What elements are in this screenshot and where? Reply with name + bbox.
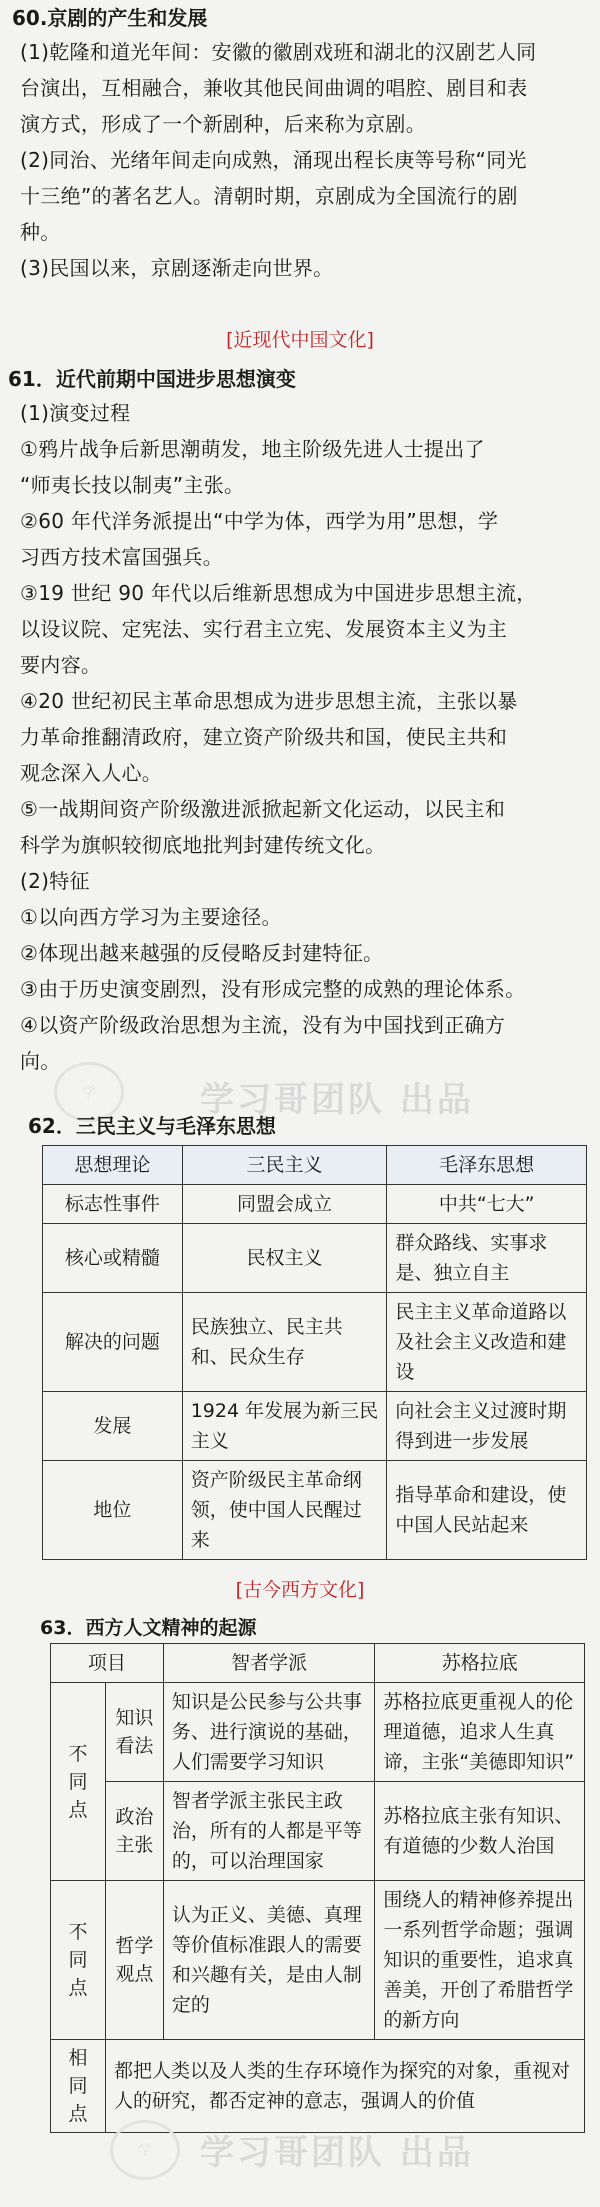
cell-socrates: 围绕人的精神修养提出一系列哲学命题；强调知识的重要性，追求真善美，开创了希腊哲学的新方向: [375, 1881, 585, 2040]
s60-line: (3)民国以来，京剧逐渐走向世界。: [20, 256, 334, 280]
table-63-header: 项目: [51, 1644, 164, 1683]
s60-line: 台演出，互相融合，兼收其他民间曲调的唱腔、剧目和表: [20, 76, 528, 100]
s60-line: 十三绝”的著名艺人。清朝时期，京剧成为全国流行的剧: [20, 184, 518, 208]
table-row: [51, 1782, 585, 1881]
s61-line: 要内容。: [20, 653, 102, 677]
s60-line: (2)同治、光绪年间走向成熟，涌现出程长庚等号称“同光: [20, 148, 527, 172]
row-label: 地位: [43, 1461, 183, 1560]
watermark-text: 学习哥团队 出品: [200, 1080, 474, 1120]
cell-common: 都把人类以及人类的生存环境作为探究的对象，重视对人的研究，都否定神的意志，强调人的价值: [105, 2040, 584, 2133]
section-63-title: 63．西方人文精神的起源: [40, 1617, 257, 1639]
s61-line: (1)演变过程: [20, 401, 131, 425]
s61-line: ②体现出越来越强的反侵略反封建特征。: [20, 941, 384, 965]
s61-line: ④以资产阶级政治思想为主流，没有为中国找到正确方: [20, 1013, 506, 1037]
cell-sophists: 认为正义、美德、真理等价值标准跟人的需要和兴趣有关，是由人制定的: [163, 1881, 375, 2040]
section-60-body: [12, 34, 592, 286]
table-63-header: 苏格拉底: [375, 1644, 585, 1683]
s61-line: 向。: [20, 1049, 61, 1073]
s61-line: ①鸦片战争后新思潮萌发，地主阶级先进人士提出了: [20, 437, 485, 461]
s61-line: 以设议院、定宪法、实行君主立宪、发展资本主义为主: [20, 617, 508, 641]
s60-line: 种。: [20, 220, 61, 244]
s61-line: 力革命推翻清政府，建立资产阶级共和国，使民主共和: [20, 725, 508, 749]
section-61: [8, 363, 592, 1079]
cell-maozedong: 指导革命和建设，使中国人民站起来: [387, 1461, 587, 1560]
cell-sanmin: 民族独立、民主共和、民众生存: [182, 1293, 387, 1392]
table-row: [51, 2040, 585, 2133]
s61-line: ②60 年代洋务派提出“中学为体，西学为用”思想，学: [20, 509, 499, 533]
s60-line: (1)乾隆和道光年间：安徽的徽剧戏班和湖北的汉剧艺人同: [20, 40, 537, 64]
section-62-title: 62．三民主义与毛泽东思想: [28, 1114, 276, 1138]
table-row: [43, 1185, 587, 1224]
s61-line: ④20 世纪初民主革命思想成为进步思想主流，主张以暴: [20, 689, 518, 713]
s61-line: ③由于历史演变剧烈，没有形成完整的成熟的理论体系。: [20, 977, 526, 1001]
diff-label: 不同点: [51, 1683, 106, 1881]
table-63-header: 智者学派: [163, 1644, 375, 1683]
s61-line: ①以向西方学习为主要途径。: [20, 905, 282, 929]
cell-socrates: 苏格拉底更重视人的伦理道德，追求人生真谛，主张“美德即知识”: [375, 1683, 585, 1782]
diff-label: 不同点: [51, 1881, 106, 2040]
watermark-logo-icon: 学: [110, 2120, 180, 2180]
table-row: [43, 1461, 587, 1560]
table-row: [43, 1392, 587, 1461]
table-63: [50, 1643, 585, 2133]
row-sublabel: 政治主张: [105, 1782, 163, 1881]
cell-maozedong: 向社会主义过渡时期得到进一步发展: [387, 1392, 587, 1461]
section-60-title: 60.京剧的产生和发展: [12, 6, 208, 30]
cell-sophists: 知识是公民参与公共事务、进行演说的基础，人们需要学习知识: [163, 1683, 375, 1782]
same-label: 相同点: [51, 2040, 106, 2133]
row-sublabel: 哲学观点: [105, 1881, 163, 2040]
row-sublabel: 知识看法: [105, 1683, 163, 1782]
table-62-header: 三民主义: [182, 1146, 387, 1185]
table-63-header-row: [51, 1644, 585, 1683]
cell-sanmin: 资产阶级民主革命纲领，使中国人民醒过来: [182, 1461, 387, 1560]
s61-line: ③19 世纪 90 年代以后维新思想成为中国进步思想主流，: [20, 581, 537, 605]
section-61-title: 61．近代前期中国进步思想演变: [8, 367, 296, 391]
table-row: [51, 1881, 585, 2040]
s61-line: (2)特征: [20, 869, 90, 893]
row-label: 核心或精髓: [43, 1224, 183, 1293]
cell-sophists: 智者学派主张民主政治，所有的人都是平等的，可以治理国家: [163, 1782, 375, 1881]
s61-line: ⑤一战期间资产阶级激进派掀起新文化运动，以民主和: [20, 797, 506, 821]
cell-socrates: 苏格拉底主张有知识、有道德的少数人治国: [375, 1782, 585, 1881]
row-label: 发展: [43, 1392, 183, 1461]
table-row: [43, 1293, 587, 1392]
s61-line: 科学为旗帜较彻底地批判封建传统文化。: [20, 833, 386, 857]
section-61-body: [8, 395, 592, 1079]
cell-sanmin: 同盟会成立: [182, 1185, 387, 1224]
section-tag-western-culture: [古今西方文化]: [235, 1579, 365, 1601]
s61-line: “师夷长技以制夷”主张。: [20, 473, 245, 497]
section-60: [12, 2, 592, 286]
row-label: 标志性事件: [43, 1185, 183, 1224]
section-tag-modern-china: [近现代中国文化]: [226, 329, 374, 351]
watermark-logo-icon: 学: [54, 1062, 124, 1122]
cell-sanmin: 1924 年发展为新三民主义: [182, 1392, 387, 1461]
cell-maozedong: 中共“七大”: [387, 1185, 587, 1224]
table-row: [51, 1683, 585, 1782]
table-row: [43, 1224, 587, 1293]
watermark-text: 学习哥团队 出品: [200, 2133, 474, 2173]
row-label: 解决的问题: [43, 1293, 183, 1392]
s60-line: 演方式，形成了一个新剧种，后来称为京剧。: [20, 112, 426, 136]
table-62-header-row: [43, 1146, 587, 1185]
table-62: [42, 1145, 587, 1560]
cell-maozedong: 群众路线、实事求是、独立自主: [387, 1224, 587, 1293]
s61-line: 习西方技术富国强兵。: [20, 545, 223, 569]
table-62-header: 思想理论: [43, 1146, 183, 1185]
table-62-header: 毛泽东思想: [387, 1146, 587, 1185]
cell-maozedong: 民主主义革命道路以及社会主义改造和建设: [387, 1293, 587, 1392]
s61-line: 观念深入人心。: [20, 761, 163, 785]
cell-sanmin: 民权主义: [182, 1224, 387, 1293]
